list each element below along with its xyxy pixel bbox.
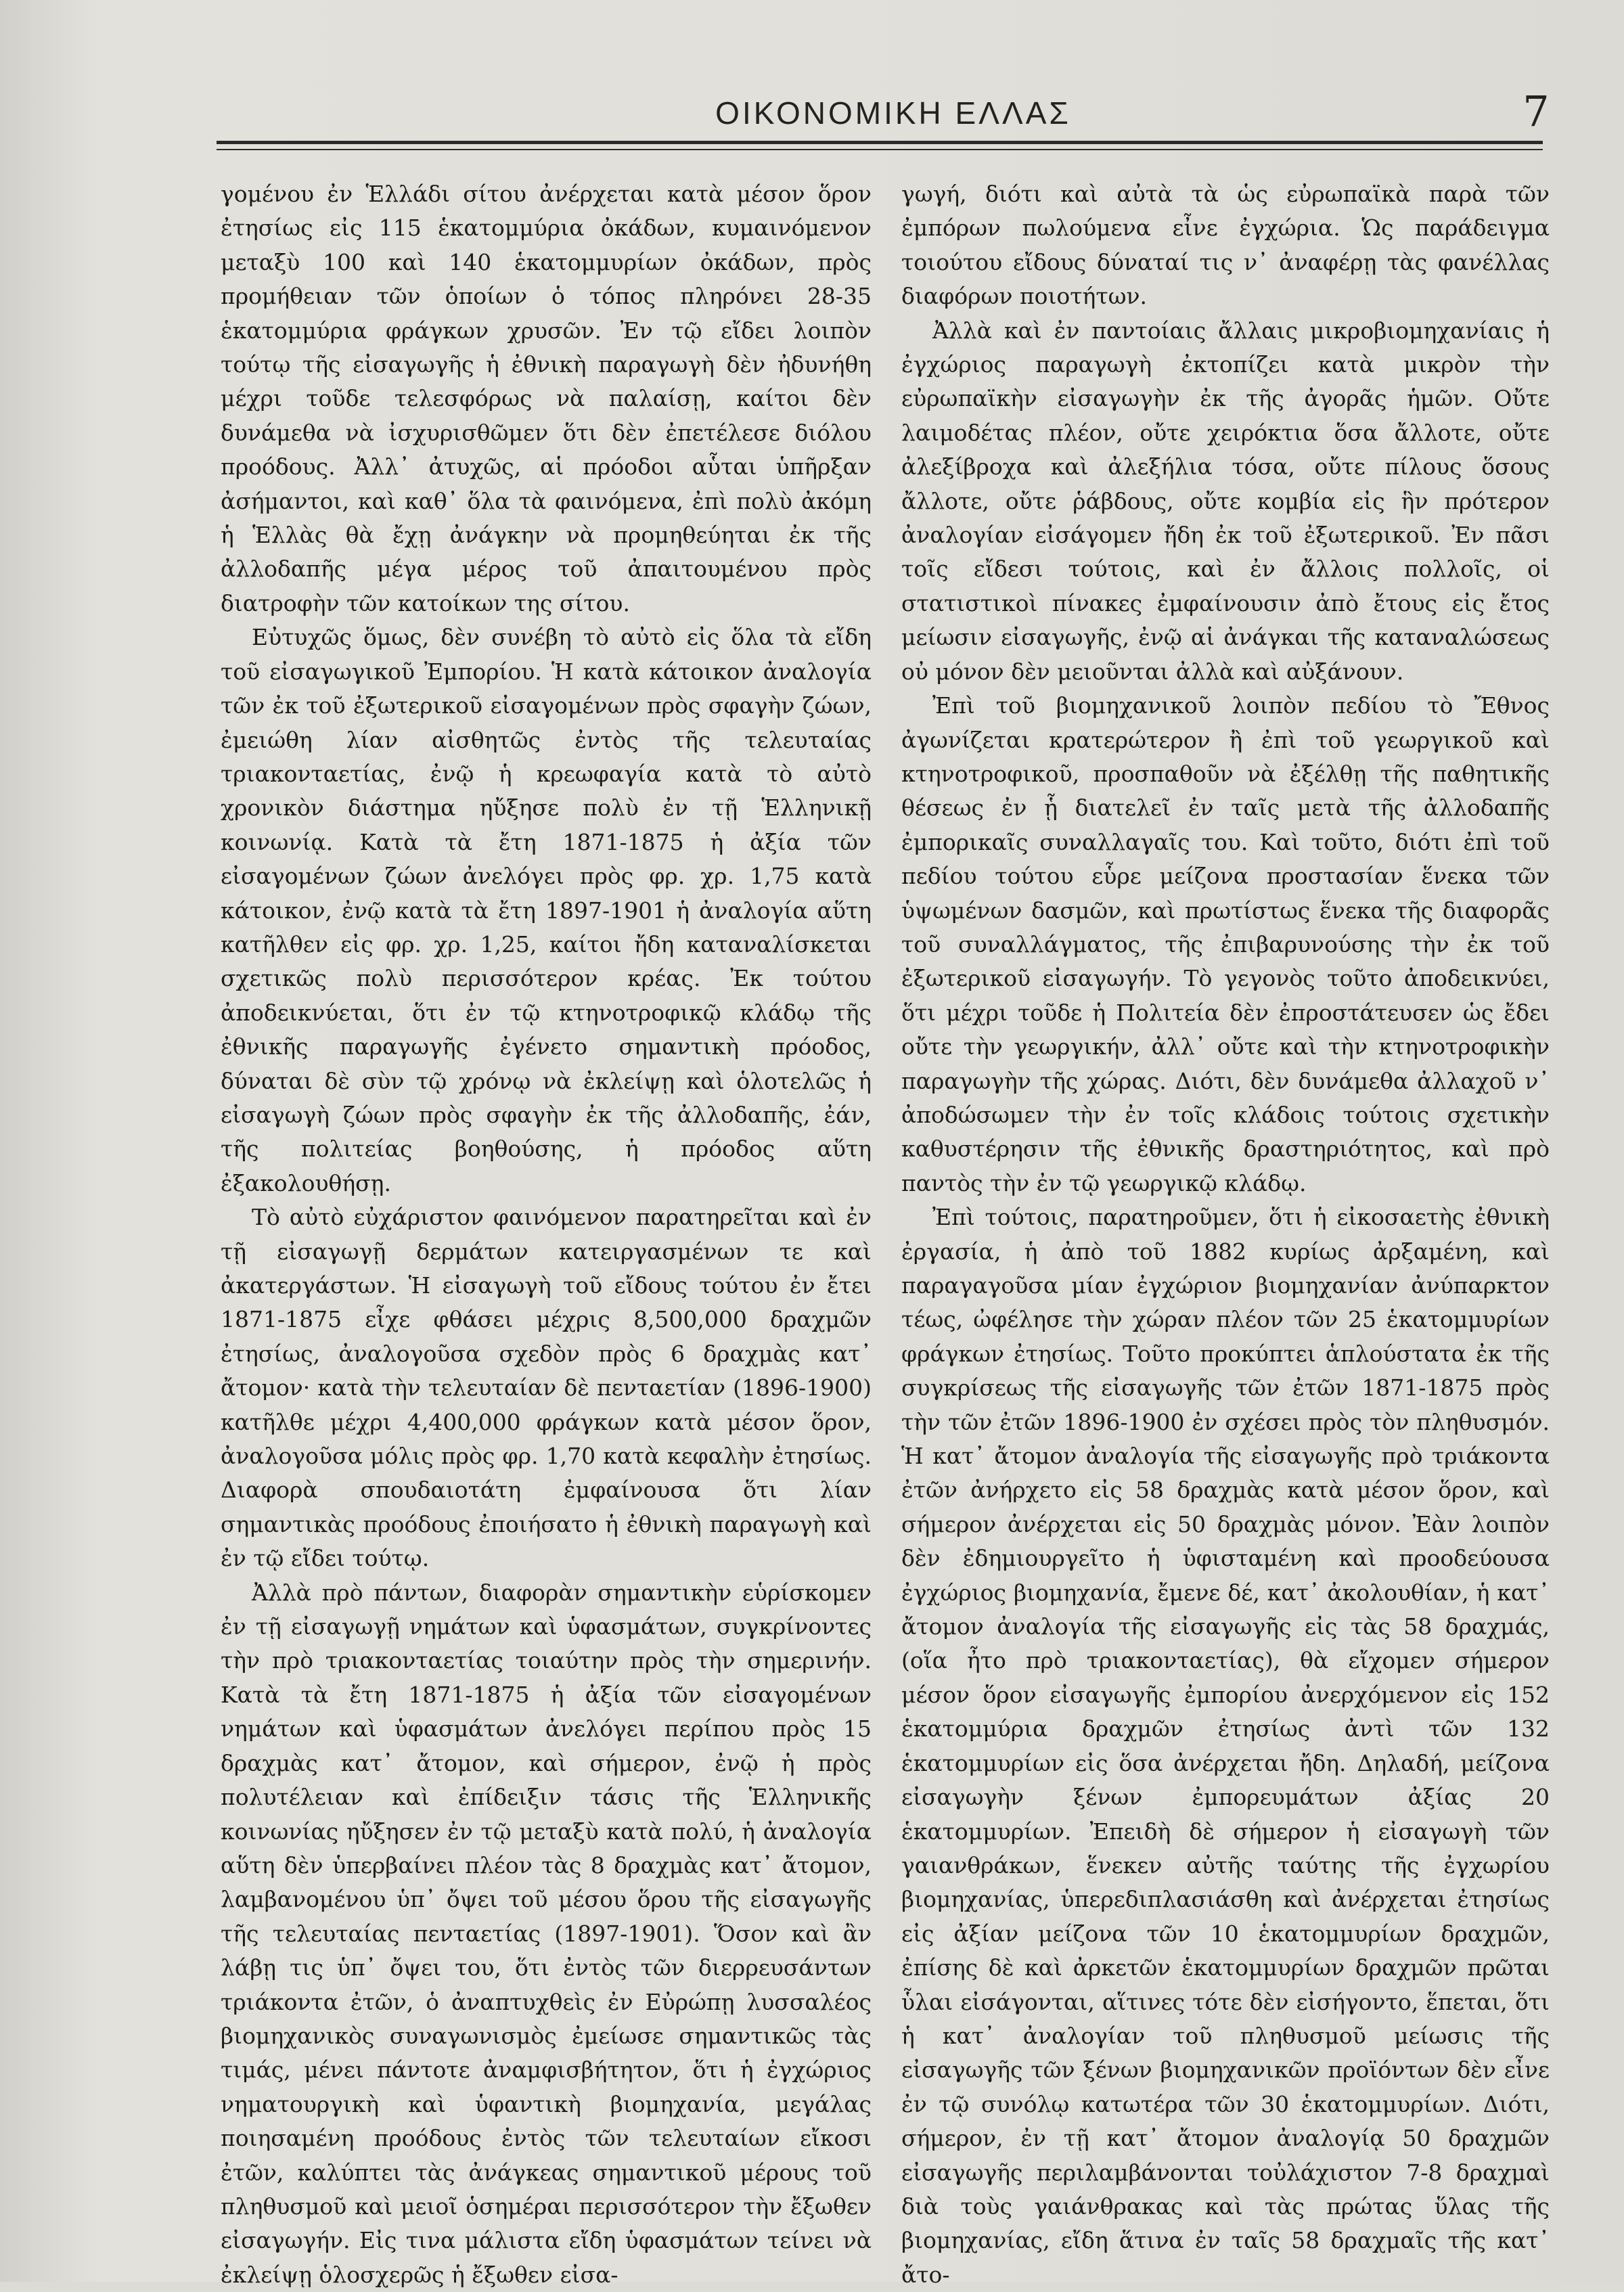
left-column [221,177,872,2292]
header-rule-thin [217,149,1543,150]
paragraph: γωγή, διότι καὶ αὐτὰ τὰ ὡς εὐρωπαϊκὰ παρὰ τῶν ἐμπόρων πωλούμενα εἶνε ἐγχώρια. Ὡς παράδειγμα τοιούτου εἴδους δύναταί τις ν᾿ ἀναφέρῃ τὰς φανέλλας διαφόρων ποιοτήτων. [901,181,1550,310]
paragraph: Τὸ αὐτὸ εὐχάριστον φαινόμενον παρατηρεῖται καὶ ἐν τῇ εἰσαγωγῇ δερμάτων κατειργασμένων τε καὶ ἀκατεργάστων. Ἡ εἰσαγωγὴ τοῦ εἴδους τούτου ἐν ἔτει 1871-1875 εἶχε φθάσει μέχρις 8,500,000 δραχμῶν ἐτησίως, ἀναλογοῦσα σχεδὸν πρὸς 6 δραχμὰς κατ᾿ ἄτομον· κατὰ τὴν τελευταίαν δὲ πενταετίαν (1896-1900) κατῆλθε μέχρι 4,400,000 φράγκων κατὰ μέσον ὅρον, ἀναλογοῦσα μόλις πρὸς φρ. 1,70 κατὰ κεφαλὴν ἐτησίως. Διαφορὰ σπουδαιοτάτη ἐμφαίνουσα ὅτι λίαν σημαντικὰς προόδους ἐποιήσατο ἡ ἐθνικὴ παραγωγὴ καὶ ἐν τῷ εἴδει τούτῳ. [221,1204,872,1572]
paragraph: γομένου ἐν Ἑλλάδι σίτου ἀνέρχεται κατὰ μέσον ὅρον ἐτησίως εἰς 115 ἑκατομμύρια ὀκάδων, κυμαινόμενον μεταξὺ 100 καὶ 140 ἑκατομμυρίων ὀκάδων, πρὸς προμήθειαν τῶν ὁποίων ὁ τόπος πληρόνει 28-35 ἑκατομμύρια φράγκων χρυσῶν. Ἐν τῷ εἴδει λοιπὸν τούτῳ τῆς εἰσαγωγῆς ἡ ἐθνικὴ παραγωγὴ δὲν ἠδυνήθη μέχρι τοῦδε τελεσφόρως νὰ παλαίσῃ, καίτοι δὲν δυνάμεθα νὰ ἰσχυρισθῶμεν ὅτι δὲν ἐπετέλεσε διόλου προόδους. Ἀλλ᾿ ἀτυχῶς, αἱ πρόοδοι αὗται ὑπῆρξαν ἀσήμαντοι, καὶ καθ᾿ ὅλα τὰ φαινόμενα, ἐπὶ πολὺ ἀκόμη ἡ Ἑλλὰς θὰ ἔχῃ ἀνάγκην νὰ προμηθεύηται ἐκ τῆς ἀλλοδαπῆς μέγα μέρος τοῦ ἀπαιτουμένου πρὸς διατροφὴν τῶν κατοίκων της σίτου. [221,181,872,616]
paragraph: Ἀλλὰ καὶ ἐν παντοίαις ἄλλαις μικροβιομηχανίαις ἡ ἐγχώριος παραγωγὴ ἐκτοπίζει κατὰ μικρὸν τὴν εὐρωπαϊκὴν εἰσαγωγὴν ἐκ τῆς ἀγορᾶς ἡμῶν. Οὔτε λαιμοδέτας πλέον, οὔτε χειρόκτια ὅσα ἄλλοτε, οὔτε ἀλεξίβροχα καὶ ἀλεξήλια τόσα, οὔτε πίλους ὅσους ἄλλοτε, οὔτε ῥάβδους, οὔτε κομβία εἰς ἣν πρότερον ἀναλογίαν εἰσάγομεν ἤδη ἐκ τοῦ ἐξωτερικοῦ. Ἐν πᾶσι τοῖς εἴδεσι τούτοις, καὶ ἐν ἄλλοις πολλοῖς, οἱ στατιστικοὶ πίνακες ἐμφαίνουσιν ἀπὸ ἔτους εἰς ἔτος μείωσιν εἰσαγωγῆς, ἐνῷ αἱ ἀνάγκαι τῆς καταναλώσεως οὐ μόνον δὲν μειοῦνται ἀλλὰ καὶ αὐξάνουν. [901,317,1550,685]
paragraph: Ἐπὶ τούτοις, παρατηροῦμεν, ὅτι ἡ εἰκοσαετὴς ἐθνικὴ ἐργασία, ἡ ἀπὸ τοῦ 1882 κυρίως ἀρξαμένη, καὶ παραγαγοῦσα μίαν ἐγχώριον βιομηχανίαν ἀνύπαρκτον τέως, ὠφέλησε τὴν χώραν πλέον τῶν 25 ἑκατομμυρίων φράγκων ἐτησίως. Τοῦτο προκύπτει ἁπλούστατα ἐκ τῆς συγκρίσεως τῆς εἰσαγωγῆς τῶν ἐτῶν 1871-1875 πρὸς τὴν τῶν ἐτῶν 1896-1900 ἐν σχέσει πρὸς τὸν πληθυσμόν. Ἡ κατ᾿ ἄτομον ἀναλογία τῆς εἰσαγωγῆς πρὸ τριάκοντα ἐτῶν ἀνήρχετο εἰς 58 δραχμὰς κατὰ μέσον ὅρον, καὶ σήμερον ἀνέρχεται εἰς 50 δραχμὰς μόνον. Ἐὰν λοιπὸν δὲν ἐδημιουργεῖτο ἡ ὑφισταμένη καὶ προοδεύουσα ἐγχώριος βιομηχανία, ἔμενε δέ, κατ᾿ ἀκολουθίαν, ἡ κατ᾿ ἄτομον ἀναλογία τῆς εἰσαγωγῆς εἰς τὰς 58 δραχμάς, (οἵα ἦτο πρὸ τριακονταετίας), θὰ εἴχομεν σήμερον μέσον ὅρον εἰσαγωγῆς ἐμπορίου ἀνερχόμενον εἰς 152 ἑκατομμύρια δραχμῶν ἐτησίως ἀντὶ τῶν 132 ἑκατομμυρίων εἰς ὅσα ἀνέρχεται ἤδη. Δηλαδή, μείζονα εἰσαγωγὴν ξένων ἐμπορευμάτων ἀξίας 20 ἑκατομμυρίων. Ἐπειδὴ δὲ σήμερον ἡ εἰσαγωγὴ τῶν γαιανθράκων, ἕνεκεν αὐτῆς ταύτης τῆς ἐγχωρίου βιομηχανίας, ὑπερεδιπλασιάσθη καὶ ἀνέρχεται ἐτησίως εἰς ἀξίαν μείζονα τῶν 10 ἑκατομμυρίων δραχμῶν, ἐπίσης δὲ καὶ ἀρκετῶν ἑκατομμυρίων δραχμῶν πρῶται ὗλαι εἰσάγονται, αἵτινες τότε δὲν εἰσήγοντο, ἕπεται, ὅτι ἡ κατ᾿ ἀναλογίαν τοῦ πληθυσμοῦ μείωσις τῆς εἰσαγωγῆς τῶν ξένων βιομηχανικῶν προϊόντων δὲν εἶνε ἐν τῷ συνόλῳ κατωτέρα τῶν 30 ἑκατομμυρίων. Διότι, σήμερον, ἐν τῇ κατ᾿ ἄτομον ἀναλογίᾳ 50 δραχμῶν εἰσαγωγῆς περιλαμβάνονται τοὐλάχιστον 7-8 δραχμαὶ διὰ τοὺς γαιάνθρακας καὶ τὰς πρώτας ὕλας τῆς βιομηχανίας, εἴδη ἅτινα ἐν ταῖς 58 δραχμαῖς τῆς κατ᾿ ἄτο- [901,1204,1550,2288]
paragraph: Εὐτυχῶς ὅμως, δὲν συνέβη τὸ αὐτὸ εἰς ὅλα τὰ εἴδη τοῦ εἰσαγωγικοῦ Ἐμπορίου. Ἡ κατὰ κάτοικον ἀναλογία τῶν ἐκ τοῦ ἐξωτερικοῦ εἰσαγομένων πρὸς σφαγὴν ζώων, ἐμειώθη λίαν αἰσθητῶς ἐντὸς τῆς τελευταίας τριακονταετίας, ἐνῷ ἡ κρεωφαγία κατὰ τὸ αὐτὸ χρονικὸν διάστημα ηὔξησε πολὺ ἐν τῇ Ἑλληνικῇ κοινωνίᾳ. Κατὰ τὰ ἔτη 1871-1875 ἡ ἀξία τῶν εἰσαγομένων ζώων ἀνελόγει πρὸς φρ. χρ. 1,75 κατὰ κάτοικον, ἐνῷ κατὰ τὰ ἔτη 1897-1901 ἡ ἀναλογία αὕτη κατῆλθεν εἰς φρ. χρ. 1,25, καίτοι ἤδη καταναλίσκεται σχετικῶς πολὺ περισσότερον κρέας. Ἐκ τούτου ἀποδεικνύεται, ὅτι ἐν τῷ κτηνοτροφικῷ κλάδῳ τῆς ἐθνικῆς παραγωγῆς ἐγένετο σημαντικὴ πρόοδος, δύναται δὲ σὺν τῷ χρόνῳ νὰ ἐκλείψῃ καὶ ὁλοτελῶς ἡ εἰσαγωγὴ ζώων πρὸς σφαγὴν ἐκ τῆς ἀλλοδαπῆς, ἐάν, τῆς πολιτείας βοηθούσης, ἡ πρόοδος αὕτη ἐξακολουθήσῃ. [221,624,872,1196]
header-rule-thick [217,141,1543,144]
page-number: 7 [1522,87,1550,136]
paragraph: Ἐπὶ τοῦ βιομηχανικοῦ λοιπὸν πεδίου τὸ Ἔθνος ἀγωνίζεται κρατερώτερον ἢ ἐπὶ τοῦ γεωργικοῦ καὶ κτηνοτροφικοῦ, προσπαθοῦν νὰ ἐξέλθῃ τῆς παθητικῆς θέσεως ἐν ᾗ διατελεῖ ἐν ταῖς μετὰ τῆς ἀλλοδαπῆς ἐμπορικαῖς συναλλαγαῖς του. Καὶ τοῦτο, διότι ἐπὶ τοῦ πεδίου τούτου εὗρε μείζονα προστασίαν ἕνεκα τῶν ὑψωμένων δασμῶν, καὶ πρωτίστως ἕνεκα τῆς διαφορᾶς τοῦ συναλλάγματος, τῆς ἐπιβαρυνούσης τὴν ἐκ τοῦ ἐξωτερικοῦ εἰσαγωγήν. Τὸ γεγονὸς τοῦτο ἀποδεικνύει, ὅτι μέχρι τοῦδε ἡ Πολιτεία δὲν ἐπροστάτευσεν ὡς ἔδει οὔτε τὴν γεωργικήν, ἀλλ᾿ οὔτε καὶ τὴν κτηνοτροφικὴν παραγωγὴν τῆς χώρας. Διότι, δὲν δυνάμεθα ἀλλαχοῦ ν᾿ ἀποδώσωμεν τὴν ἐν τοῖς κλάδοις τούτοις σχετικὴν καθυστέρησιν τῆς ἐθνικῆς δραστηριότητος, καὶ πρὸ παντὸς τὴν ἐν τῷ γεωργικῷ κλάδῳ. [901,692,1550,1196]
running-header-title: ΟΙΚΟΝΟΜΙΚΗ ΕΛΛΑΣ [715,95,1071,131]
paragraph: Ἀλλὰ πρὸ πάντων, διαφορὰν σημαντικὴν εὑρίσκομεν ἐν τῇ εἰσαγωγῇ νημάτων καὶ ὑφασμάτων, συγκρίνοντες τὴν πρὸ τριακονταετίας τοιαύτην πρὸς τὴν σημερινήν. Κατὰ τὰ ἔτη 1871-1875 ἡ ἀξία τῶν εἰσαγομένων νημάτων καὶ ὑφασμάτων ἀνελόγει περίπου πρὸς 15 δραχμὰς κατ᾿ ἄτομον, καὶ σήμερον, ἐνῷ ἡ πρὸς πολυτέλειαν καὶ ἐπίδειξιν τάσις τῆς Ἑλληνικῆς κοινωνίας ηὔξησεν ἐν τῷ μεταξὺ κατὰ πολύ, ἡ ἀναλογία αὕτη δὲν ὑπερβαίνει πλέον τὰς 8 δραχμὰς κατ᾿ ἄτομον, λαμβανομένου ὑπ᾿ ὄψει τοῦ μέσου ὅρου τῆς εἰσαγωγῆς τῆς τελευταίας πενταετίας (1897-1901). Ὅσον καὶ ἂν λάβῃ τις ὑπ᾿ ὄψει του, ὅτι ἐντὸς τῶν διερρευσάντων τριάκοντα ἐτῶν, ὁ ἀναπτυχθεὶς ἐν Εὐρώπῃ λυσσαλέος βιομηχανικὸς συναγωνισμὸς ἐμείωσε σημαντικῶς τὰς τιμάς, μένει πάντοτε ἀναμφισβήτητον, ὅτι ἡ ἐγχώριος νηματουργικὴ καὶ ὑφαντικὴ βιομηχανία, μεγάλας ποιησαμένη προόδους ἐντὸς τῶν τελευταίων εἴκοσι ἐτῶν, καλύπτει τὰς ἀνάγκεας σημαντικοῦ μέρους τοῦ πληθυσμοῦ καὶ μειοῖ ὁσημέραι περισσότερον τὴν ἔξωθεν εἰσαγωγήν. Εἰς τινα μάλιστα εἴδη ὑφασμάτων τείνει νὰ ἐκλείψῃ ὁλοσχερῶς ἡ ἔξωθεν εἰσα- [221,1579,872,2288]
right-column [901,177,1550,2292]
